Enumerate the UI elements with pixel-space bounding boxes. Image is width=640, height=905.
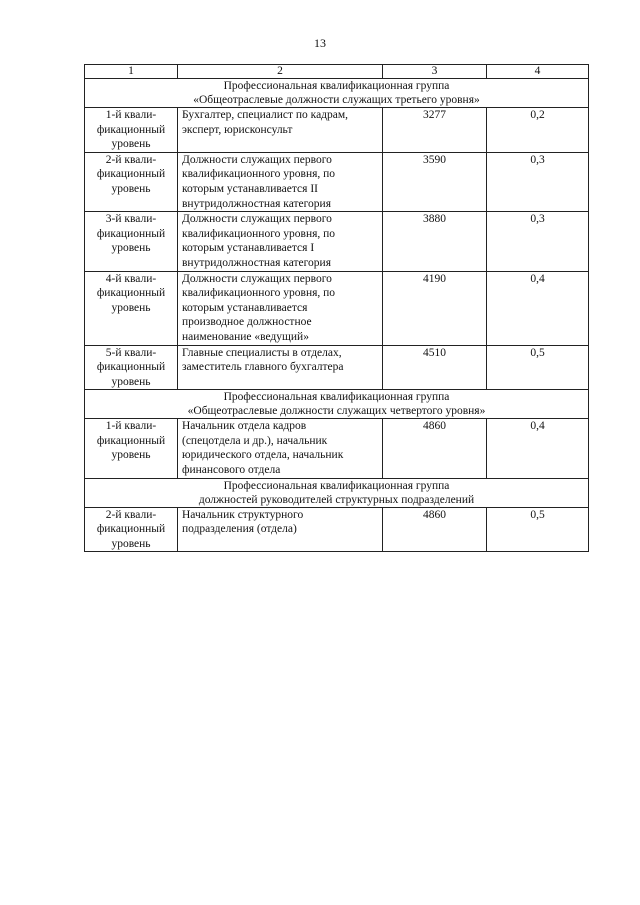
qualification-level-cell — [85, 152, 178, 211]
title-line: подразделения (отдела) — [182, 523, 297, 536]
table-row — [85, 152, 589, 211]
group-title-line: Профессиональная квалификационная группа — [223, 479, 450, 492]
table-row — [85, 108, 589, 153]
title-line: которым устанавливается II — [182, 182, 318, 195]
level-line: 5-й квали- — [105, 346, 157, 359]
qualification-level-cell — [85, 345, 178, 390]
level-line: фикационный — [96, 227, 166, 240]
table-row — [85, 271, 589, 345]
level-line: фикационный — [96, 287, 166, 300]
title-line: юридического отдела, начальник — [182, 449, 344, 462]
position-title-cell — [178, 152, 383, 211]
salary-cell: 4860 — [383, 507, 487, 552]
level-line: уровень — [111, 301, 151, 314]
coefficient-cell: 0,2 — [487, 108, 589, 153]
salary-cell: 4190 — [383, 271, 487, 345]
column-number: 3 — [383, 65, 487, 79]
title-line: наименование «ведущий» — [182, 330, 309, 343]
salary-cell: 3880 — [383, 212, 487, 271]
title-line: квалификационного уровня, по — [182, 287, 336, 300]
position-title-cell — [178, 419, 383, 478]
level-line: фикационный — [96, 123, 166, 136]
column-number: 1 — [85, 65, 178, 79]
title-line: заместитель главного бухгалтера — [182, 361, 344, 374]
position-title-cell — [178, 108, 383, 153]
salary-cell: 4510 — [383, 345, 487, 390]
coefficient-cell: 0,4 — [487, 271, 589, 345]
title-line: эксперт, юрисконсульт — [182, 123, 293, 136]
salary-cell: 3277 — [383, 108, 487, 153]
coefficient-cell: 0,5 — [487, 345, 589, 390]
salary-cell: 4860 — [383, 419, 487, 478]
title-line: (спецотдела и др.), начальник — [182, 434, 328, 447]
level-line: 4-й квали- — [105, 272, 157, 285]
level-line: уровень — [111, 242, 151, 255]
level-line: 1-й квали- — [105, 109, 157, 121]
level-line: фикационный — [96, 523, 166, 536]
column-number: 4 — [487, 65, 589, 79]
position-title-cell — [178, 271, 383, 345]
table-row — [85, 345, 589, 390]
column-number-row — [85, 65, 589, 79]
title-line: квалификационного уровня, по — [182, 227, 336, 240]
group-title-line: «Общеотраслевые должности служащих третьего уровня» — [193, 94, 480, 106]
title-line: внутридолжностная категория — [182, 197, 332, 210]
level-line: фикационный — [96, 168, 166, 181]
level-line: 1-й квали- — [105, 420, 157, 433]
position-title-cell — [178, 345, 383, 390]
position-title-cell — [178, 212, 383, 271]
page-number: 13 — [314, 36, 326, 50]
level-line: 2-й квали- — [105, 508, 157, 521]
level-line: фикационный — [96, 434, 166, 447]
title-line: производное должностное — [182, 316, 312, 329]
title-line: внутридолжностная категория — [182, 256, 332, 269]
group-header-row — [85, 79, 589, 108]
qualification-level-cell — [85, 108, 178, 153]
group-header-row — [85, 478, 589, 507]
group-title — [85, 79, 589, 108]
level-line: 2-й квали- — [105, 153, 157, 166]
qualification-table — [84, 64, 589, 552]
qualification-level-cell — [85, 212, 178, 271]
group-title — [85, 390, 589, 419]
level-line: уровень — [111, 138, 151, 151]
coefficient-cell: 0,5 — [487, 507, 589, 552]
title-line: Главные специалисты в отделах, — [182, 346, 342, 359]
title-line: Бухгалтер, специалист по кадрам, — [182, 109, 349, 121]
title-line: Начальник структурного — [182, 508, 304, 521]
title-line: финансового отдела — [182, 464, 281, 477]
level-line: уровень — [111, 537, 151, 550]
qualification-level-cell — [85, 419, 178, 478]
title-line: квалификационного уровня, по — [182, 168, 336, 181]
level-line: 3-й квали- — [105, 213, 157, 226]
group-title-line: должностей руководителей структурных подразделений — [198, 493, 475, 506]
level-line: уровень — [111, 375, 151, 388]
group-title-line: Профессиональная квалификационная группа — [223, 80, 450, 92]
group-title-line: «Общеотраслевые должности служащих четвертого уровня» — [187, 405, 486, 418]
group-title-line: Профессиональная квалификационная группа — [223, 391, 450, 404]
level-line: уровень — [111, 449, 151, 462]
coefficient-cell: 0,3 — [487, 212, 589, 271]
table-row — [85, 212, 589, 271]
qualification-level-cell — [85, 507, 178, 552]
coefficient-cell: 0,4 — [487, 419, 589, 478]
title-line: которым устанавливается — [182, 301, 308, 314]
group-header-row — [85, 390, 589, 419]
title-line: Должности служащих первого — [182, 213, 332, 226]
level-line: фикационный — [96, 361, 166, 374]
salary-cell: 3590 — [383, 152, 487, 211]
column-number: 2 — [178, 65, 383, 79]
group-title — [85, 478, 589, 507]
coefficient-cell: 0,3 — [487, 152, 589, 211]
level-line: уровень — [111, 182, 151, 195]
table-row — [85, 507, 589, 552]
position-title-cell — [178, 507, 383, 552]
title-line: Должности служащих первого — [182, 272, 332, 285]
title-line: Должности служащих первого — [182, 153, 332, 166]
qualification-level-cell — [85, 271, 178, 345]
table-row — [85, 419, 589, 478]
title-line: которым устанавливается I — [182, 242, 315, 255]
title-line: Начальник отдела кадров — [182, 420, 307, 433]
